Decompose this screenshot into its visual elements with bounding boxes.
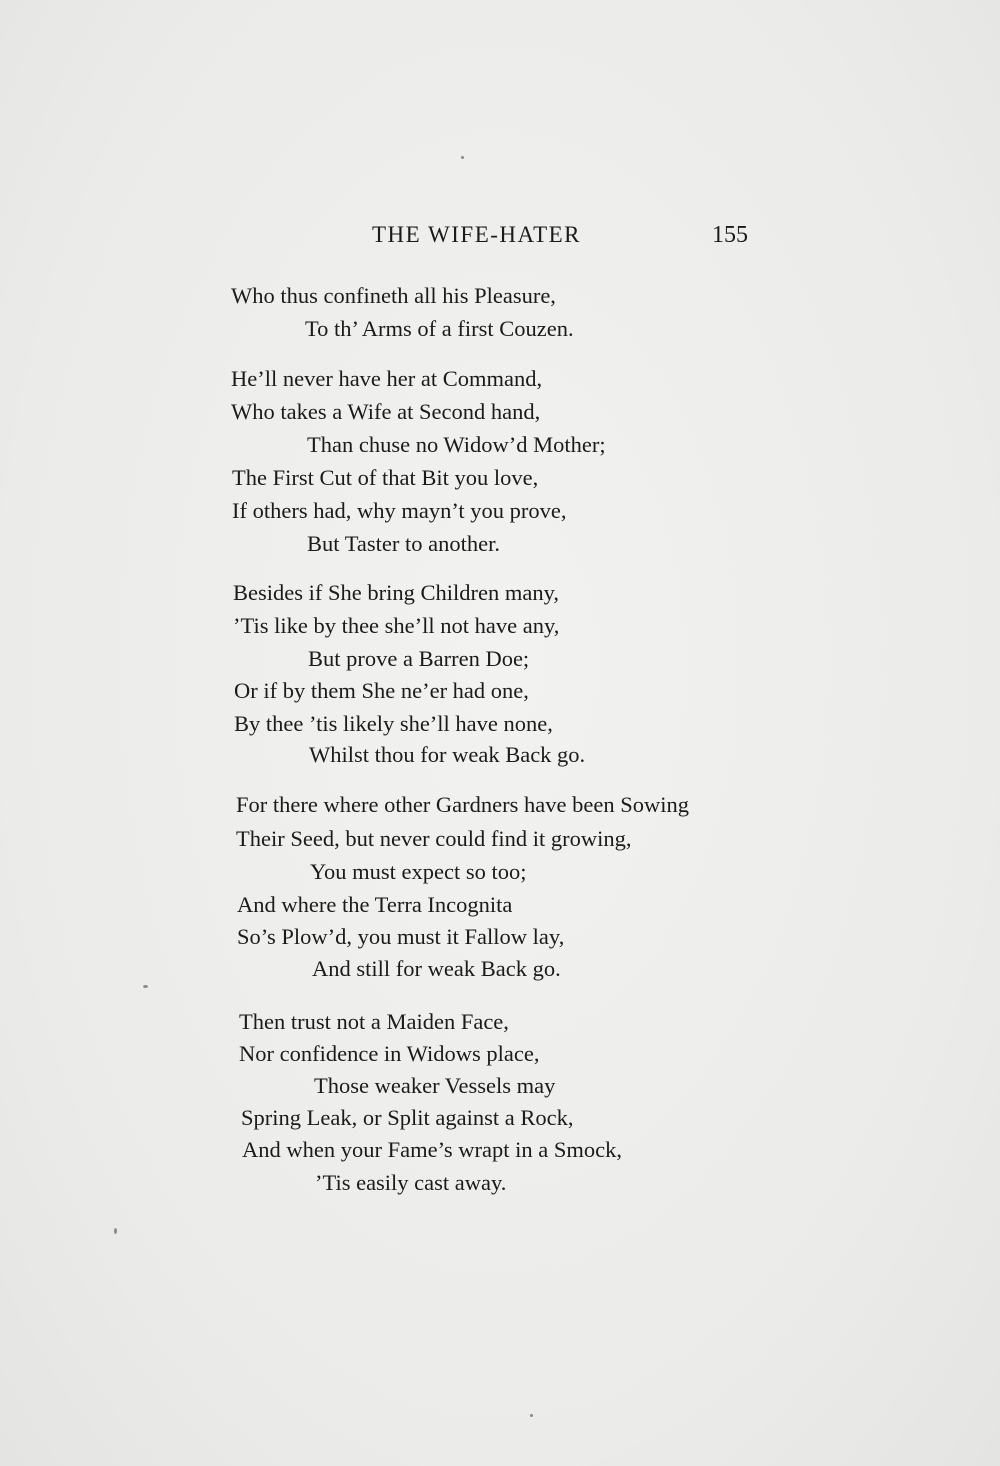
poem-line: So’s Plow’d, you must it Fallow lay,: [237, 924, 565, 949]
poem-line: Spring Leak, or Split against a Rock,: [241, 1105, 574, 1130]
poem-line: You must expect so too;: [310, 859, 527, 884]
paper-speck: [143, 985, 148, 988]
poem-line: But prove a Barren Doe;: [308, 646, 530, 671]
running-title: THE WIFE-HATER: [372, 222, 582, 247]
poem-line: If others had, why mayn’t you prove,: [232, 498, 567, 523]
poem-line: ’Tis easily cast away.: [315, 1170, 507, 1195]
page-header: [0, 222, 1000, 258]
page-number: 155: [712, 222, 748, 248]
poem-line: Besides if She bring Children many,: [233, 580, 559, 605]
poem-line: Whilst thou for weak Back go.: [309, 742, 586, 767]
poem-line: For there where other Gardners have been Sowing: [236, 792, 689, 817]
poem-line: Their Seed, but never could find it growing,: [236, 826, 632, 851]
poem-line: The First Cut of that Bit you love,: [232, 465, 539, 490]
poem-line: And still for weak Back go.: [312, 956, 561, 981]
paper-speck: [530, 1414, 533, 1417]
poem-line: Those weaker Vessels may: [314, 1073, 556, 1098]
poem-line: Who thus confineth all his Pleasure,: [231, 283, 556, 308]
poem-line: Then trust not a Maiden Face,: [239, 1009, 509, 1034]
poem-line: Than chuse no Widow’d Mother;: [307, 432, 606, 457]
poem-line: And when your Fame’s wrapt in a Smock,: [242, 1137, 622, 1162]
paper-speck: [114, 1228, 117, 1234]
poem-line: Nor confidence in Widows place,: [239, 1041, 540, 1066]
poem-line: He’ll never have her at Command,: [231, 366, 543, 391]
poem-line: But Taster to another.: [307, 531, 500, 556]
poem-line: ’Tis like by thee she’ll not have any,: [233, 613, 560, 638]
poem-line: And where the Terra Incognita: [237, 892, 513, 917]
poem-line: Who takes a Wife at Second hand,: [231, 399, 541, 424]
poem-line: Or if by them She ne’er had one,: [234, 678, 529, 703]
poem-line: To th’ Arms of a first Couzen.: [305, 316, 574, 341]
poem-line: By thee ’tis likely she’ll have none,: [234, 711, 553, 736]
paper-speck: [461, 156, 464, 159]
